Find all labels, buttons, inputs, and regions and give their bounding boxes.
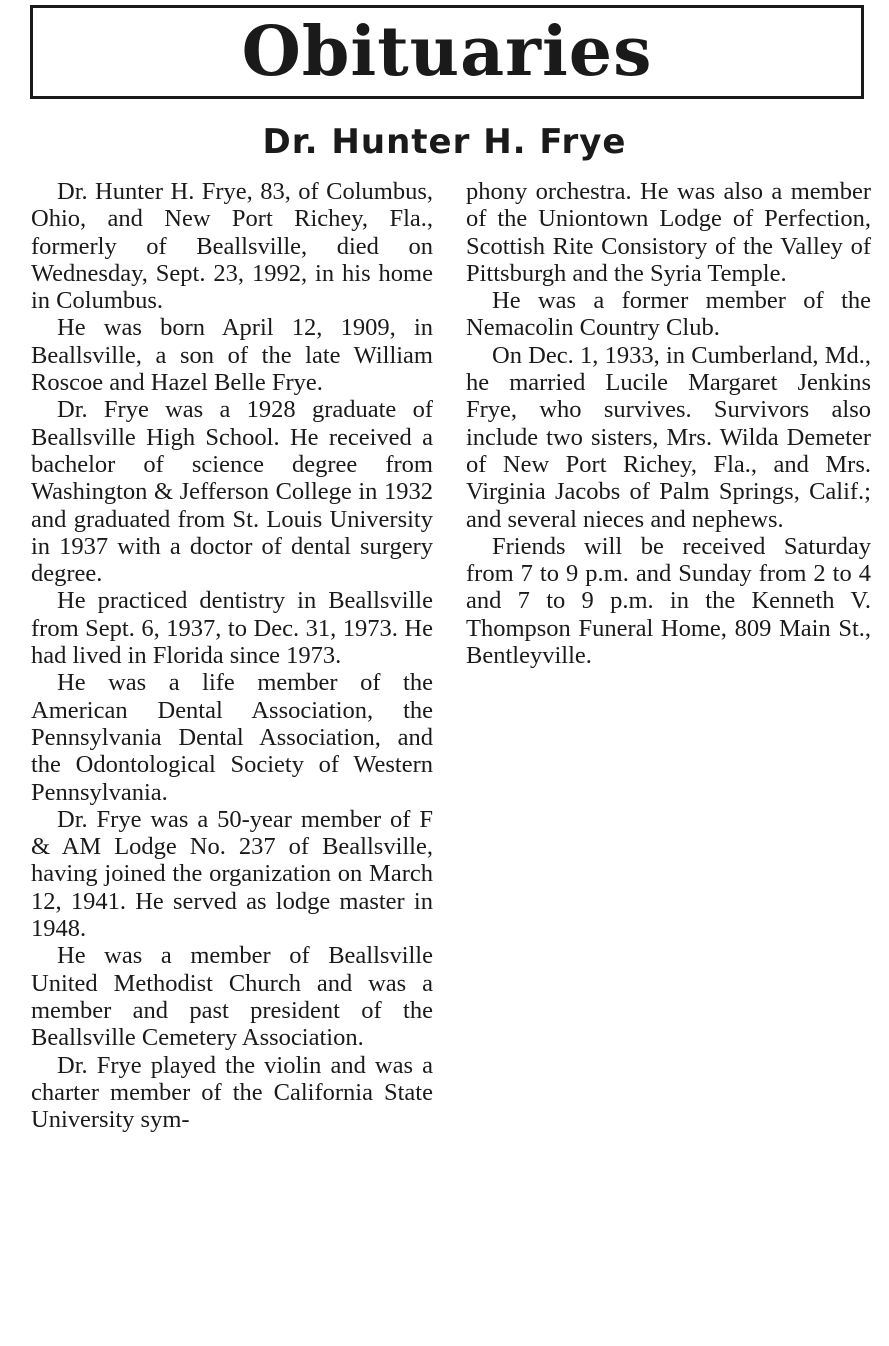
article-paragraph: He practiced dentistry in Beallsville from Sept. 6, 1937, to Dec. 31, 1973. He had lived in Florida since 1973. bbox=[31, 587, 433, 670]
article-column-left bbox=[31, 178, 433, 1133]
article-column-right bbox=[466, 178, 871, 669]
article-paragraph: Dr. Frye was a 50-year member of F & AM Lodge No. 237 of Beallsville, having joined the organization on March 12, 1941. He served as lodge master in 1948. bbox=[31, 805, 433, 943]
article-paragraph: He was a life member of the American Dental Association, the Pennsylvania Dental Association, and the Odontological Society of Western Pennsylvania. bbox=[31, 669, 433, 806]
article-paragraph: He was born April 12, 1909, in Beallsville, a son of the late William Roscoe and Hazel Belle Frye. bbox=[31, 314, 433, 397]
article-paragraph: Dr. Frye played the violin and was a charter member of the California State University sym- bbox=[31, 1051, 433, 1134]
article-paragraph: Dr. Frye was a 1928 graduate of Beallsville High School. He received a bachelor of science degree from Washington & Jefferson College in 1932 and graduated from St. Louis University in 1937 with a doctor of dental surgery degree. bbox=[31, 396, 433, 588]
article-paragraph: On Dec. 1, 1933, in Cumberland, Md., he married Lucile Margaret Jenkins Frye, who survives. Survivors also include two sisters, Mrs. Wilda Demeter of New Port Richey, Fla., and Mrs. Virginia Jacobs of Palm Springs, Calif.; and several nieces and nephews. bbox=[466, 341, 871, 533]
article-paragraph: Friends will be received Saturday from 7 to 9 p.m. and Sunday from 2 to 4 and 7 to 9 p.m. in the Kenneth V. Thompson Funeral Home, 809 Main St., Bentleyville. bbox=[466, 532, 871, 670]
article-paragraph-continued: phony orchestra. He was also a member of the Uniontown Lodge of Perfection, Scottish Rite Consistory of the Valley of Pittsburgh and the Syria Temple. bbox=[466, 178, 871, 287]
article-paragraph: Dr. Hunter H. Frye, 83, of Columbus, Ohio, and New Port Richey, Fla., formerly of Beallsville, died on Wednesday, Sept. 23, 1992, in his home in Columbus. bbox=[31, 178, 433, 315]
article-paragraph: He was a former member of the Nemacolin Country Club. bbox=[466, 287, 871, 342]
masthead-title: Obituaries bbox=[241, 12, 653, 92]
masthead-box bbox=[30, 5, 864, 99]
article-paragraph: He was a member of Beallsville United Methodist Church and was a member and past president of the Beallsville Cemetery Association. bbox=[31, 942, 433, 1052]
obituary-headline: Dr. Hunter H. Frye bbox=[262, 122, 627, 162]
